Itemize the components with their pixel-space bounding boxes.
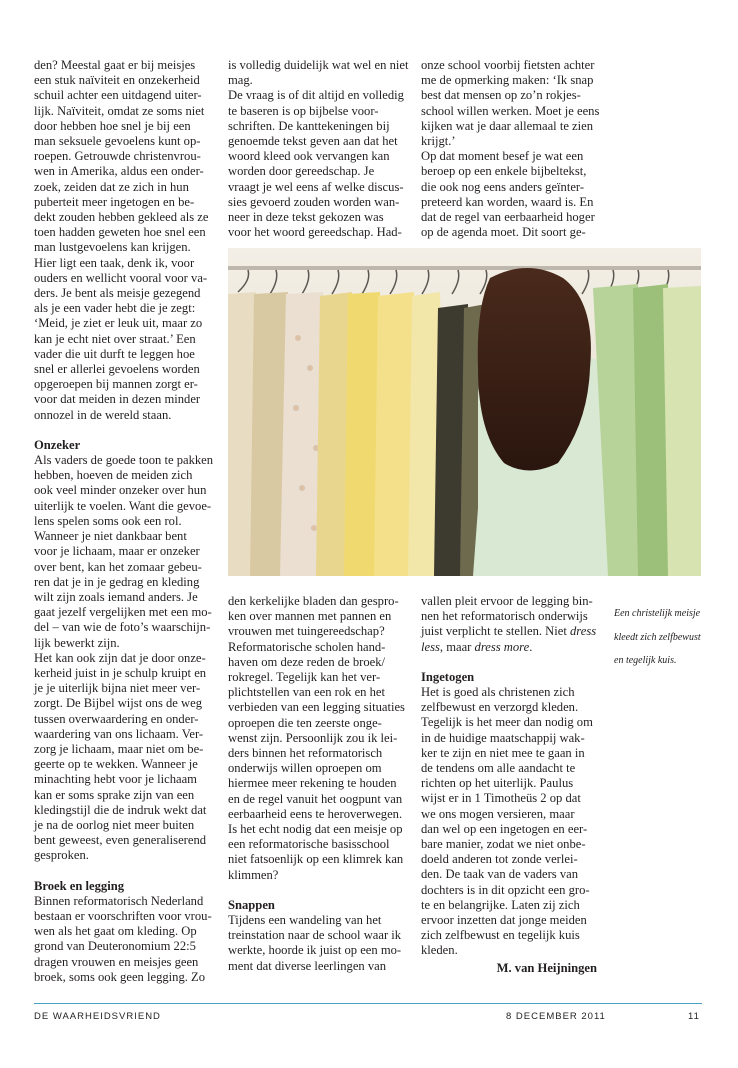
text-line: richten op het uiterlijk. Paulus — [421, 776, 574, 791]
text-line: schuil achter een uitdagend uiter- — [34, 88, 202, 103]
text-line: onze school voorbij fietsten achter — [421, 58, 595, 72]
text-line: ren dat je in je gedrag en kleding — [34, 574, 200, 589]
text-line: verbieden van een legging situaties — [228, 700, 405, 715]
text-line: als je een vader hebt die je zegt: — [34, 301, 196, 316]
text-line: op de agenda moet. Dit soort ge- — [421, 225, 586, 240]
text-line: vrouwen met tuingereedschap? — [228, 624, 385, 639]
text-line: in de huidige maatschappij wak- — [421, 730, 585, 745]
text-line: vader die uit durft te leggen hoe — [34, 346, 195, 361]
text-line: lijk bewerkt zijn. — [34, 635, 120, 650]
footer-rule — [34, 1003, 702, 1004]
text-line: kan er soms sprake zijn van een — [34, 787, 195, 802]
column-1-broek — [34, 894, 214, 985]
column-2-bottom — [228, 594, 408, 974]
text-line: wen in Amerika, aldus een onder- — [34, 164, 204, 179]
column-3-top — [421, 58, 601, 240]
text-line: ders. Je bent als meisje gezegend — [34, 286, 201, 301]
text-line: dekt zouden hebben gekleed als ze — [34, 210, 209, 225]
text-line: dan wel op een ingetogen en eer- — [421, 821, 588, 836]
text-line: roepen. Getrouwde christenvrou- — [34, 149, 201, 164]
text-line: Het kan ook zijn dat je door onze- — [34, 650, 206, 665]
text-line: de tendens om alle aandacht te — [421, 761, 576, 776]
text-line: preteerd kan worden, waard is. En — [421, 194, 594, 209]
text-line: niet fatsoenlijk op een klimrek kan — [228, 852, 404, 867]
issue-date: 8 DECEMBER 2011 — [506, 1011, 606, 1022]
text-line: rokregel. Tegelijk kan het ver- — [228, 670, 381, 685]
text-line: schriften. De kanttekeningen bij — [228, 118, 390, 133]
text-line: voor het woord gereedschap. Had- — [228, 225, 402, 240]
text-line: krijgt.’ — [421, 134, 456, 149]
text-line: Als vaders de goede toon te pakken — [34, 453, 214, 468]
clothing-rack-photo — [228, 248, 701, 576]
text-line: bare manier, zodat we niet onbe- — [421, 837, 586, 852]
column-3-ingetogen — [421, 685, 601, 959]
text-line: kleden. — [421, 943, 458, 958]
column-2-top — [228, 58, 408, 240]
text-line: wijst er in 1 Timotheüs 2 op dat — [421, 791, 581, 806]
text-line: bestaan er voorschriften voor vrou- — [34, 908, 212, 923]
text-line: zich zelfbewust en tegelijk kuis — [421, 928, 580, 943]
text-line: worden door gereedschap. Je — [228, 164, 375, 179]
text-line: kerheid juist in je schulp kruipt en — [34, 665, 207, 680]
text-line: hiermee meer rekening te houden — [228, 776, 397, 791]
text-line: plichtstellen van een rok en het — [228, 685, 386, 700]
text-line: grond van Deuteronomium 22:5 — [34, 939, 196, 954]
text-line: je je uiterlijk bijna niet meer ver- — [34, 681, 201, 696]
text-line: De vraag is of dit altijd en volledig — [228, 88, 404, 103]
page-number: 11 — [688, 1011, 700, 1022]
text-line: door hebben hoe snel je bij een — [34, 118, 191, 133]
text-line: ook veel minder onzeker over hun — [34, 483, 207, 498]
text-line: den? Meestal gaat er bij meisjes — [34, 58, 196, 72]
text-line: zelfbewust en verzorgd kleden. — [421, 700, 579, 715]
text-line: kledingstijl die de indruk wekt dat — [34, 802, 207, 817]
column-1-onzeker — [34, 453, 214, 863]
text-line: best dat mensen op zo’n rokjes- — [421, 88, 581, 103]
heading-broek-en-legging: Broek en legging — [34, 878, 125, 893]
text-line: Wanneer je niet dankbaar bent — [34, 529, 187, 544]
text-line: eerbaarheid eens te heroverwegen. — [228, 806, 403, 821]
text-line: minachting hebt voor je lichaam — [34, 772, 197, 787]
text-line: del – van wie de foto’s waarschijn- — [34, 620, 211, 635]
text-line: den. De taak van de vaders van — [421, 867, 579, 882]
text-line: gesproken. — [34, 848, 89, 863]
text-line: klimmen? — [228, 867, 279, 882]
text-line: ment dat diverse leerlingen van — [228, 958, 387, 973]
text-line: ders binnen het reformatorisch — [228, 746, 383, 761]
text-line: beroep op een enkele bijbeltekst, — [421, 164, 587, 179]
text-line: mag. — [228, 73, 253, 88]
text-line: en de regel vanuit het oogpunt van — [228, 791, 403, 806]
text-line: genoemde tekst geven aan dat het — [228, 134, 398, 149]
text-line: Het is goed als christenen zich — [421, 685, 575, 700]
photo-caption — [614, 597, 712, 678]
text-line: tussen overwaardering en onder- — [34, 711, 199, 726]
text-line: Reformatorische scholen hand- — [228, 639, 386, 654]
text-line: treinstation naar de school waar ik — [228, 928, 402, 943]
text-line: toen hadden geweten hoe snel een — [34, 225, 206, 240]
text-line: wilt zijn zoals iemand anders. Je — [34, 589, 198, 604]
text-line: onnozel in de wereld staan. — [34, 407, 172, 422]
text-line: ‘Meid, je ziet er leuk uit, maar zo — [34, 316, 203, 331]
author-byline: M. van Heijningen — [496, 960, 597, 975]
text-line: vraagt je wel eens af welke discus- — [228, 179, 404, 194]
column-3-line: less, maar dress more. — [421, 639, 533, 654]
text-line: dat de regel van eerbaarheid hoger — [421, 210, 595, 225]
text-line: Tegelijk is het meer dan nodig om — [421, 715, 593, 730]
text-line: zorg je lichaam, maar niet om be- — [34, 741, 204, 756]
text-line: te en belangrijke. Laten zij zich — [421, 897, 580, 912]
column-3-line: vallen pleit ervoor de legging bin- — [421, 594, 593, 608]
text-line: over bent, kan het zomaar gebeu- — [34, 559, 202, 574]
column-2-top-text — [228, 58, 408, 240]
text-line: die ook nog eens anders geïnter- — [421, 179, 585, 194]
text-line: snel er allerlei gevoelens worden — [34, 362, 200, 377]
text-line: een reformatorische basisschool — [228, 837, 390, 852]
heading-snappen: Snappen — [228, 897, 275, 912]
text-line: woord kleed ook vervangen kan — [228, 149, 390, 164]
text-line: Is het echt nodig dat een meisje op — [228, 822, 403, 837]
text-line: broek, soms ook geen legging. Zo — [34, 969, 206, 984]
text-line: Een christelijk meisje — [614, 608, 701, 619]
text-line: opgeroepen bij mannen zorgt er- — [34, 377, 198, 392]
column-3-line: juist verplicht te stellen. Niet dress — [421, 624, 597, 639]
column-3-bottom — [421, 594, 601, 976]
photo-illustration — [228, 248, 701, 576]
text-line: is volledig duidelijk wat wel en niet — [228, 58, 409, 72]
text-line: geerte op te wekken. Wanneer je — [34, 757, 198, 772]
text-line: hebben, hoeven de meiden zich — [34, 468, 193, 483]
text-line: wen als het gaat om kleding. Op — [34, 924, 197, 939]
column-3-line: nen het reformatorisch onderwijs — [421, 609, 588, 624]
text-line: wenst zijn. Persoonlijk zou ik lei- — [228, 730, 398, 745]
text-line: me de opmerking maken: ‘Ik snap — [421, 73, 594, 88]
text-line: voor dat meiden in dezen minder — [34, 392, 201, 407]
text-line: je na de oorlog niet meer buiten — [34, 817, 195, 832]
text-line: uiterlijk te voelen. Want die gevoe- — [34, 498, 212, 513]
text-line: ker te zijn en niet mee te gaan in — [421, 745, 585, 760]
text-line: haven om deze reden de broek/ — [228, 654, 385, 669]
column-3-top-text — [421, 58, 601, 240]
text-line: dochters is in dit opzicht een gro- — [421, 882, 590, 897]
heading-ingetogen: Ingetogen — [421, 669, 475, 684]
text-line: zorgt. De Bijbel wijst ons de weg — [34, 696, 203, 711]
text-line: ken over mannen met pannen en — [228, 609, 392, 624]
text-line: kan je echt niet over straat.’ Een — [34, 331, 196, 346]
text-line: te baseren is op bijbelse voor- — [228, 103, 379, 118]
text-line: en tegelijk kuis. — [614, 655, 677, 666]
text-line: ervoor inzetten dat jonge meiden — [421, 913, 587, 928]
text-line: kijken wat je daar allemaal te zien — [421, 118, 594, 133]
text-line: Binnen reformatorisch Nederland — [34, 893, 204, 908]
text-line: man lustgevoelens kan krijgen. — [34, 240, 191, 255]
text-line: dragen vrouwen en meisjes geen — [34, 954, 199, 969]
text-line: Tijdens een wandeling van het — [228, 913, 382, 928]
text-line: lens spelen soms ook een rol. — [34, 513, 182, 528]
text-line: een stuk naïviteit en onzekerheid — [34, 73, 200, 88]
text-line: zoek, zeiden dat ze zich in hun — [34, 179, 189, 194]
text-line: werkte, hoorde ik juist op een mo- — [228, 943, 402, 958]
text-line: voor je lichaam, maar er onzeker — [34, 544, 200, 559]
text-line: school willen werken. Moet je eens — [421, 103, 600, 118]
text-line: man seksuele gevoelens kunt op- — [34, 134, 201, 149]
text-line: den kerkelijke bladen dan gespro- — [228, 594, 399, 608]
text-line: onderwijs willen oproepen om — [228, 761, 382, 776]
heading-onzeker: Onzeker — [34, 437, 81, 452]
text-line: oproepen die ten zeerste onge- — [228, 715, 382, 730]
text-line: waardering van ons lichaam. Ver- — [34, 726, 204, 741]
text-line: neer in deze tekst gekozen was — [228, 210, 384, 225]
text-line: Op dat moment besef je wat een — [421, 149, 584, 164]
text-line: gaat jezelf vergelijken met een mo- — [34, 605, 212, 620]
publication-name: DE WAARHEIDSVRIEND — [34, 1011, 161, 1022]
text-line: we ons mogen versieren, maar — [421, 806, 575, 821]
column-2-snappen — [228, 913, 408, 974]
text-line: ouders en wellicht vooral voor va- — [34, 270, 208, 285]
text-line: lijk. Naïviteit, omdat ze soms niet — [34, 103, 205, 118]
text-line: sies gevoerd zouden worden wan- — [228, 194, 400, 209]
column-2-bottom-text — [228, 594, 408, 883]
text-line: Hier ligt een taak, denk ik, voor — [34, 255, 195, 270]
text-line: bent geweest, even generaliserend — [34, 833, 207, 848]
text-line: puberteit meer ingetogen en be- — [34, 194, 195, 209]
text-line: doeld anderen tot zonde verlei- — [421, 852, 578, 867]
column-1-intro — [34, 58, 214, 423]
text-line: kleedt zich zelfbewust — [614, 631, 701, 643]
column-1 — [34, 58, 214, 985]
